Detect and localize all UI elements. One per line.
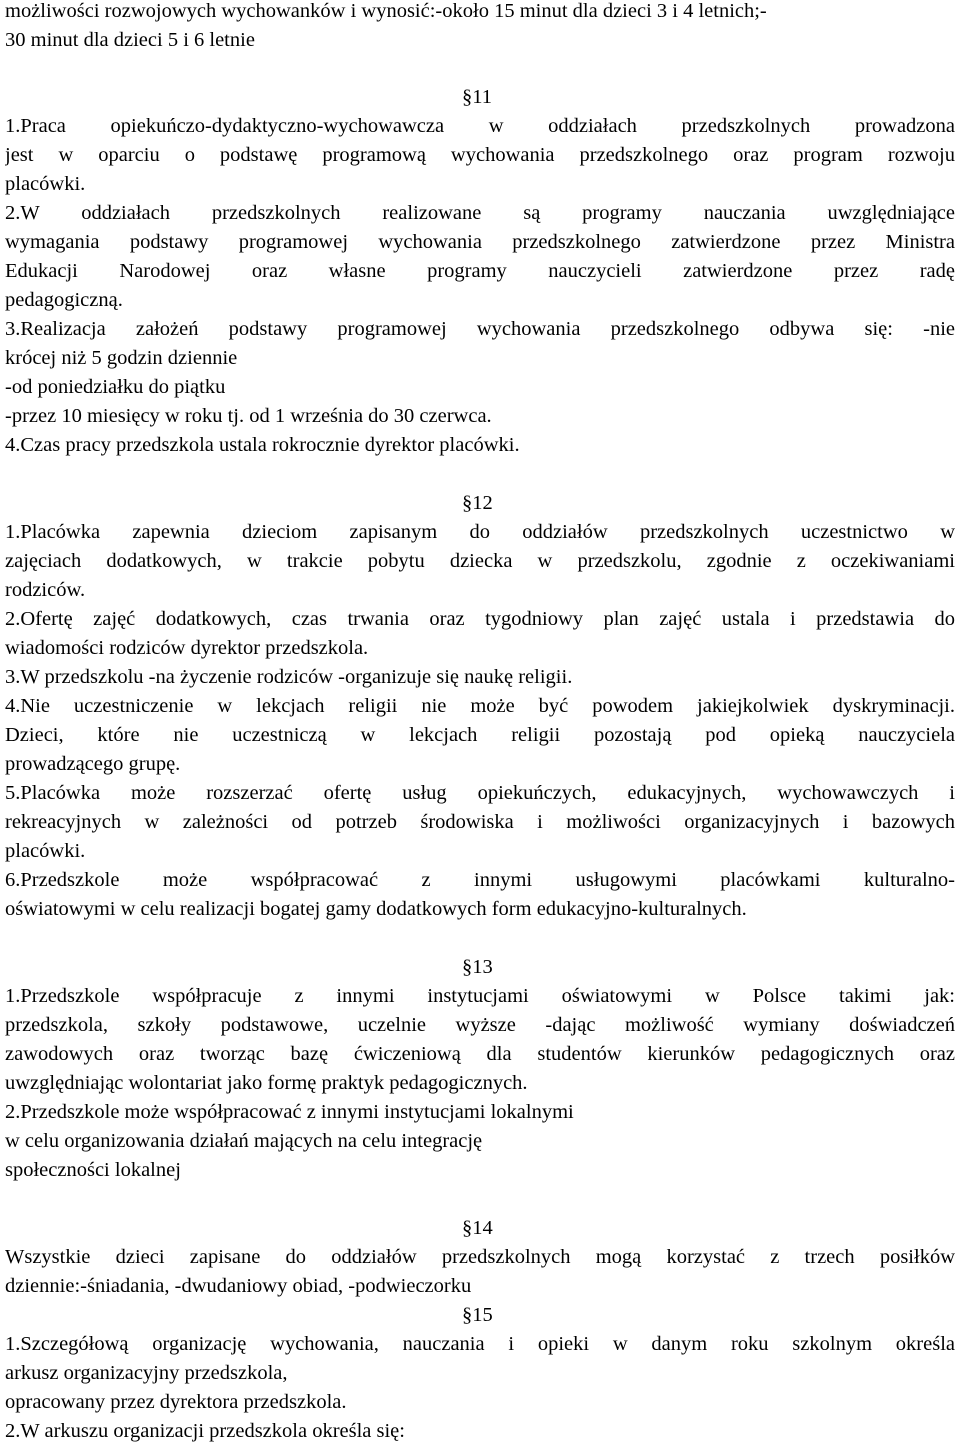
paragraph-line: w celu organizowania działań mających na celu integrację	[5, 1130, 483, 1152]
paragraph-line: Dzieci, które nie uczestniczą w lekcjach religii pozostają pod opieką nauczyciela	[5, 724, 955, 746]
paragraph-line: dziennie:-śniadania, -dwudaniowy obiad, -podwieczorku	[5, 1275, 472, 1297]
paragraph-line: 1.Placówka zapewnia dzieciom zapisanym do oddziałów przedszkolnych uczestnictwo w	[5, 521, 955, 543]
section-symbol: §	[462, 86, 473, 108]
section-heading-13	[462, 953, 493, 982]
paragraph-line: oświatowymi w celu realizacji bogatej gamy dodatkowych form edukacyjno-kulturalnych.	[5, 898, 747, 920]
section-symbol: §	[462, 1304, 473, 1326]
paragraph-line: Wszystkie dzieci zapisane do oddziałów przedszkolnych mogą korzystać z trzech posiłków	[5, 1246, 955, 1268]
paragraph-line: 2.W oddziałach przedszkolnych realizowane są programy nauczania uwzględniające	[5, 202, 955, 224]
section-symbol: §	[462, 956, 473, 978]
paragraph-line: uwzględniając wolontariat jako formę praktyk pedagogicznych.	[5, 1072, 528, 1094]
paragraph-line: jest w oparciu o podstawę programową wychowania przedszkolnego oraz program rozwoju	[5, 144, 955, 166]
section-heading-15	[462, 1301, 493, 1330]
paragraph-line: wymagania podstawy programowej wychowania przedszkolnego zatwierdzone przez Ministra	[5, 231, 955, 253]
paragraph-line: 1.Przedszkole współpracuje z innymi instytucjami oświatowymi w Polsce takimi jak:	[5, 985, 955, 1007]
paragraph-line: rekreacyjnych w zależności od potrzeb środowiska i możliwości organizacyjnych i bazowych	[5, 811, 955, 833]
paragraph-line: 2.W arkuszu organizacji przedszkola określa się:	[5, 1420, 405, 1442]
paragraph-line: zawodowych oraz tworząc bazę ćwiczeniową dla studentów kierunków pedagogicznych oraz	[5, 1043, 955, 1065]
paragraph-line: 3.Realizacja założeń podstawy programowej wychowania przedszkolnego odbywa się: -nie	[5, 318, 955, 340]
paragraph-line: wiadomości rodziców dyrektor przedszkola.	[5, 637, 369, 659]
section-heading-12	[462, 489, 493, 518]
paragraph-line: -od poniedziałku do piątku	[5, 376, 226, 398]
paragraph-line: rodziców.	[5, 579, 86, 601]
paragraph-line: społeczności lokalnej	[5, 1159, 181, 1181]
section-number: 15	[472, 1304, 493, 1326]
paragraph-line: 6.Przedszkole może współpracować z innymi usługowymi placówkami kulturalno-	[5, 869, 955, 891]
paragraph-line: przedszkola, szkoły podstawowe, uczelnie wyższe -dając możliwość wymiany doświadczeń	[5, 1014, 955, 1036]
paragraph-line: pedagogiczną.	[5, 289, 123, 311]
section-heading-11	[462, 83, 492, 112]
paragraph-line: 1.Praca opiekuńczo-dydaktyczno-wychowawcza w oddziałach przedszkolnych prowadzona	[5, 115, 955, 137]
paragraph-line: krócej niż 5 godzin dziennie	[5, 347, 238, 369]
paragraph-line: 30 minut dla dzieci 5 i 6 letnie	[5, 29, 255, 51]
section-symbol: §	[462, 1217, 473, 1239]
section-number: 13	[472, 956, 493, 978]
section-symbol: §	[462, 492, 473, 514]
section-number: 11	[472, 86, 492, 108]
paragraph-line: zajęciach dodatkowych, w trakcie pobytu dziecka w przedszkolu, zgodnie z oczekiwaniami	[5, 550, 955, 572]
paragraph-line: prowadzącego grupę.	[5, 753, 181, 775]
paragraph-line: 2.Ofertę zajęć dodatkowych, czas trwania oraz tygodniowy plan zajęć ustala i przedstawia do	[5, 608, 955, 630]
paragraph-line: opracowany przez dyrektora przedszkola.	[5, 1391, 347, 1413]
paragraph-line: placówki.	[5, 840, 86, 862]
paragraph-line: 3.W przedszkolu -na życzenie rodziców -organizuje się naukę religii.	[5, 666, 573, 688]
paragraph-line: arkusz organizacyjny przedszkola,	[5, 1362, 288, 1384]
paragraph-line: placówki.	[5, 173, 86, 195]
paragraph-line: 4.Czas pracy przedszkola ustala rokrocznie dyrektor placówki.	[5, 434, 520, 456]
paragraph-line: Edukacji Narodowej oraz własne programy nauczycieli zatwierdzone przez radę	[5, 260, 955, 282]
paragraph-line: możliwości rozwojowych wychowanków i wynosić:-około 15 minut dla dzieci 3 i 4 letnich;-	[5, 0, 767, 22]
paragraph-line: 5.Placówka może rozszerzać ofertę usług opiekuńczych, edukacyjnych, wychowawczych i	[5, 782, 955, 804]
paragraph-line: 2.Przedszkole może współpracować z innymi instytucjami lokalnymi	[5, 1101, 574, 1123]
section-number: 14	[472, 1217, 493, 1239]
paragraph-line: 4.Nie uczestniczenie w lekcjach religii nie może być powodem jakiejkolwiek dyskryminacji.	[5, 695, 955, 717]
paragraph-line: 1.Szczegółową organizację wychowania, nauczania i opieki w danym roku szkolnym określa	[5, 1333, 955, 1355]
section-number: 12	[472, 492, 493, 514]
section-heading-14	[462, 1214, 493, 1243]
paragraph-line: -przez 10 miesięcy w roku tj. od 1 września do 30 czerwca.	[5, 405, 492, 427]
